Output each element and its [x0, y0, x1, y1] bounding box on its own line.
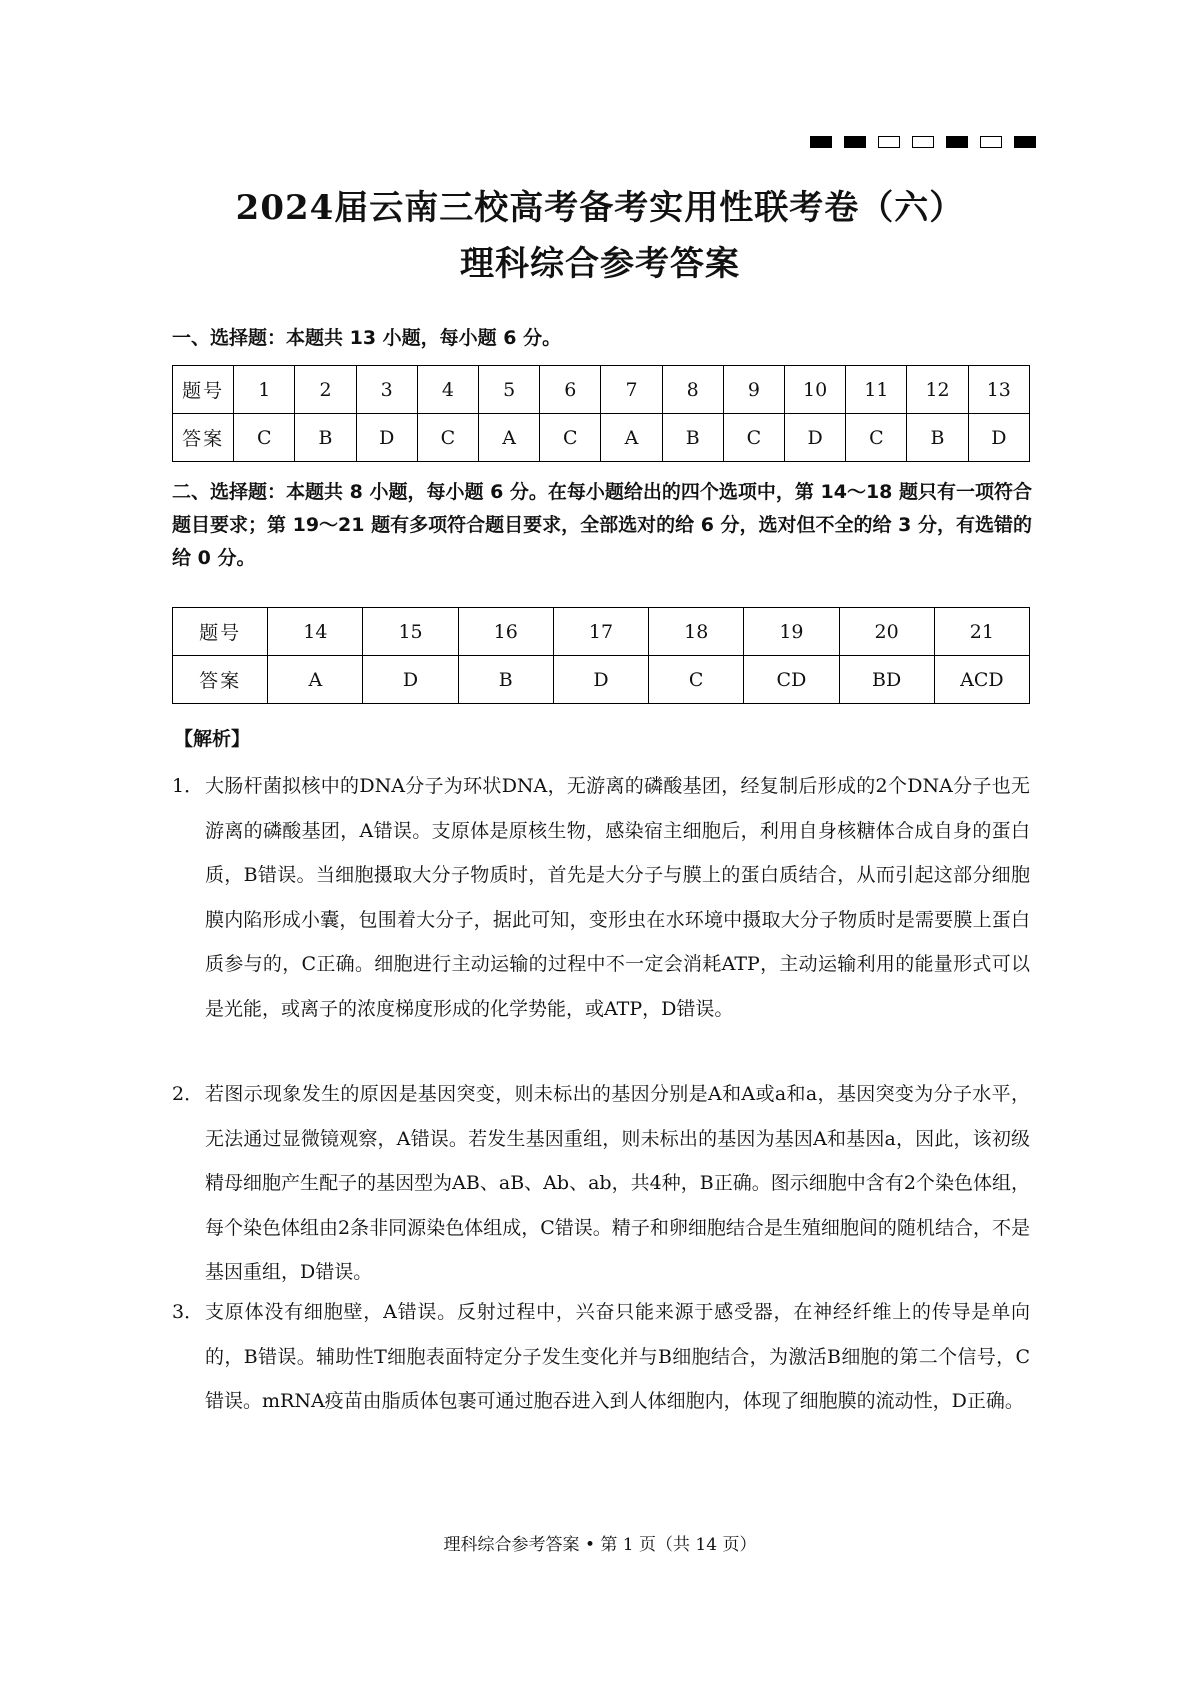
answer-cell: BD [839, 656, 934, 704]
analysis-item [172, 764, 1030, 1031]
answer-cell: C [540, 414, 601, 462]
answer-row [173, 414, 1030, 462]
marker-empty [980, 136, 1002, 148]
question-number-cell: 12 [907, 366, 968, 414]
question-number-cell: 15 [363, 608, 458, 656]
analysis-item [172, 1072, 1030, 1295]
marker-filled [1014, 136, 1036, 148]
answer-cell: B [458, 656, 553, 704]
page-footer: 理科综合参考答案 • 第 1 页（共 14 页） [443, 1535, 757, 1555]
question-number-cell: 2 [295, 366, 356, 414]
marker-empty [878, 136, 900, 148]
question-number-row [173, 608, 1030, 656]
answer-cell: B [295, 414, 356, 462]
question-number-cell: 5 [479, 366, 540, 414]
section-two-answer-table [172, 607, 1030, 704]
row-label-question: 题号 [173, 366, 234, 414]
marker-filled [844, 136, 866, 148]
row-label-answer: 答案 [173, 414, 234, 462]
item-number: 3． [172, 1301, 204, 1323]
question-number-cell: 1 [234, 366, 295, 414]
question-number-cell: 16 [458, 608, 553, 656]
question-number-cell: 11 [846, 366, 907, 414]
question-number-cell: 9 [723, 366, 784, 414]
answer-cell: D [968, 414, 1029, 462]
question-number-cell: 4 [417, 366, 478, 414]
answer-cell: D [363, 656, 458, 704]
question-number-cell: 13 [968, 366, 1029, 414]
answer-cell: D [785, 414, 846, 462]
item-text: 大肠杆菌拟核中的DNA分子为环状DNA，无游离的磷酸基团，经复制后形成的2个DNA分子也无游离的磷酸基团，A错误。支原体是原核生物，感染宿主细胞后，利用自身核糖体合成自身的蛋白质，B错误。当细胞摄取大分子物质时，首先是大分子与膜上的蛋白质结合，从而引起这部分细胞膜内陷形成小囊，包围着大分子，据此可知，变形虫在水环境中摄取大分子物质时是需要膜上蛋白质参与的，C正确。细胞进行主动运输的过程中不一定会消耗ATP，主动运输利用的能量形式可以是光能，或离子的浓度梯度形成的化学势能，或ATP，D错误。 [205, 775, 1030, 1020]
section-two-heading: 二、选择题：本题共 8 小题，每小题 6 分。在每小题给出的四个选项中，第 14～18 题只有一项符合题目要求；第 19～21 题有多项符合题目要求，全部选对的给 6 分，选对但不全的给 3 分，有选错的给 0 分。 [172, 481, 1033, 569]
exam-subtitle: 理科综合参考答案 [460, 244, 740, 284]
section-one-answer-table [172, 365, 1030, 462]
answer-cell: B [907, 414, 968, 462]
answer-cell: A [601, 414, 662, 462]
question-number-cell: 17 [553, 608, 648, 656]
answer-cell: ACD [934, 656, 1029, 704]
answer-cell: C [234, 414, 295, 462]
answer-cell: C [723, 414, 784, 462]
question-number-row [173, 366, 1030, 414]
analysis-item [172, 1290, 1030, 1424]
answer-cell: C [649, 656, 744, 704]
item-number: 1． [172, 775, 204, 797]
question-number-cell: 8 [662, 366, 723, 414]
question-number-cell: 14 [268, 608, 363, 656]
answer-cell: C [417, 414, 478, 462]
marker-empty [912, 136, 934, 148]
question-number-cell: 20 [839, 608, 934, 656]
answer-cell: CD [744, 656, 839, 704]
question-number-cell: 7 [601, 366, 662, 414]
question-number-cell: 19 [744, 608, 839, 656]
page-marker-strip [810, 136, 1036, 150]
row-label-answer: 答案 [173, 656, 268, 704]
question-number-cell: 18 [649, 608, 744, 656]
exam-title: 2024届云南三校高考备考实用性联考卷（六） [235, 188, 965, 228]
answer-cell: D [356, 414, 417, 462]
marker-filled [810, 136, 832, 148]
section-one-heading: 一、选择题：本题共 13 小题，每小题 6 分。 [172, 327, 562, 349]
answer-cell: A [479, 414, 540, 462]
row-label-question: 题号 [173, 608, 268, 656]
answer-row [173, 656, 1030, 704]
marker-filled [946, 136, 968, 148]
question-number-cell: 10 [785, 366, 846, 414]
item-number: 2． [172, 1083, 204, 1105]
item-text: 若图示现象发生的原因是基因突变，则未标出的基因分别是A和A或a和a，基因突变为分子水平，无法通过显微镜观察，A错误。若发生基因重组，则未标出的基因为基因A和基因a，因此，该初级精母细胞产生配子的基因型为AB、aB、Ab、ab，共4种，B正确。图示细胞中含有2个染色体组，每个染色体组由2条非同源染色体组成，C错误。精子和卵细胞结合是生殖细胞间的随机结合，不是基因重组，D错误。 [205, 1083, 1030, 1283]
answer-cell: D [553, 656, 648, 704]
question-number-cell: 21 [934, 608, 1029, 656]
question-number-cell: 6 [540, 366, 601, 414]
answer-cell: C [846, 414, 907, 462]
answer-cell: A [268, 656, 363, 704]
item-text: 支原体没有细胞壁，A错误。反射过程中，兴奋只能来源于感受器，在神经纤维上的传导是单向的，B错误。辅助性T细胞表面特定分子发生变化并与B细胞结合，为激活B细胞的第二个信号，C错误。mRNA疫苗由脂质体包裹可通过胞吞进入到人体细胞内，体现了细胞膜的流动性，D正确。 [205, 1301, 1030, 1412]
question-number-cell: 3 [356, 366, 417, 414]
answer-cell: B [662, 414, 723, 462]
analysis-heading: 【解析】 [174, 728, 251, 750]
